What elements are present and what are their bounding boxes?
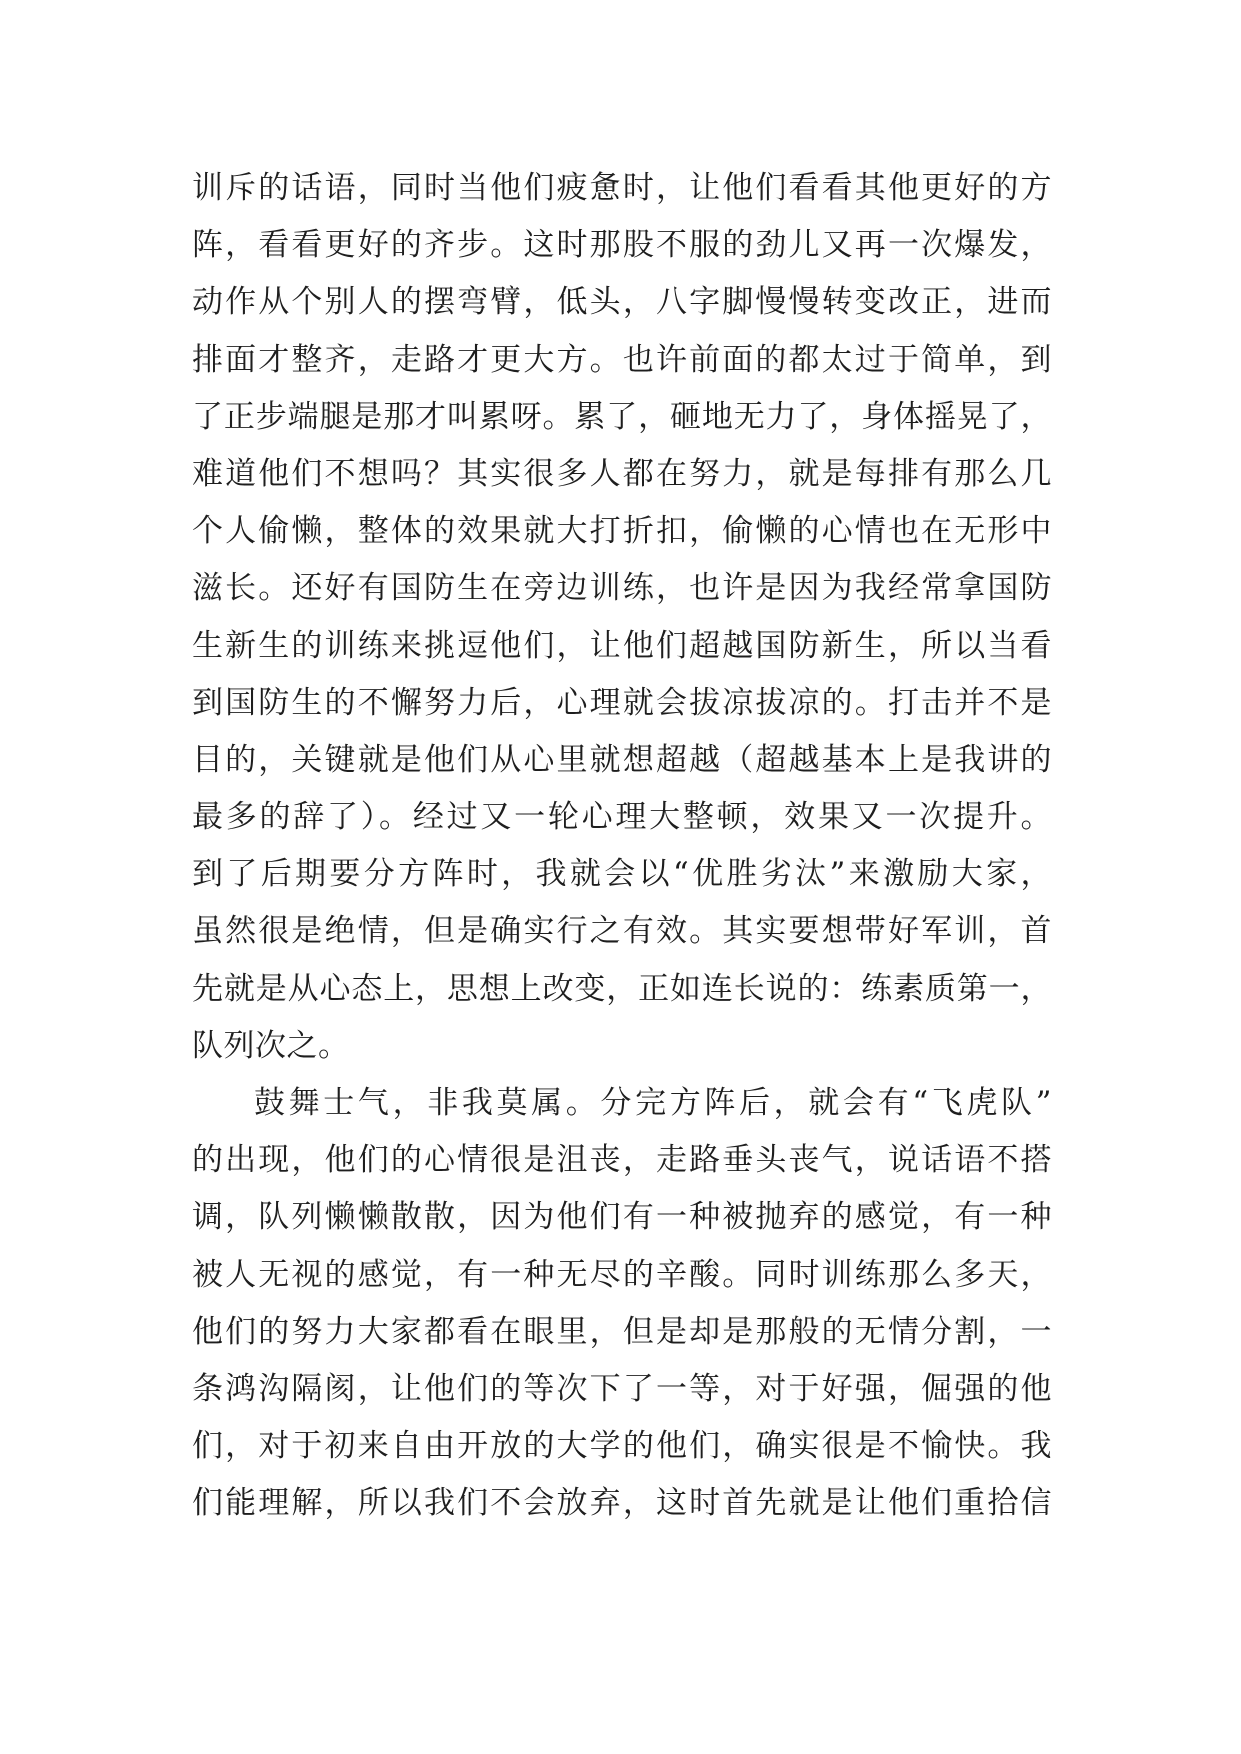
text-line: 先就是从心态上，思想上改变，正如连长说的：练素质第一， — [192, 970, 1052, 1007]
text-line: 滋长。还好有国防生在旁边训练，也许是因为我经常拿国防 — [192, 570, 1052, 607]
text-line: 目的，关键就是他们从心里就想超越（超越基本上是我讲的 — [192, 741, 1052, 778]
text-line: 动作从个别人的摆弯臂，低头，八字脚慢慢转变改正，进而 — [192, 284, 1052, 321]
text-line: 了正步端腿是那才叫累呀。累了，砸地无力了，身体摇晃了， — [192, 398, 1052, 435]
text-line: 条鸿沟隔阂，让他们的等次下了一等，对于好强，倔强的他 — [192, 1370, 1052, 1407]
text-line: 被人无视的感觉，有一种无尽的辛酸。同时训练那么多天， — [192, 1256, 1052, 1293]
paragraph-2 — [192, 1075, 1052, 1533]
text-line: 阵，看看更好的齐步。这时那股不服的劲儿又再一次爆发， — [192, 227, 1052, 264]
text-line: 最多的辞了）。经过又一轮心理大整顿，效果又一次提升。 — [192, 799, 1052, 836]
text-line: 鼓舞士气，非我莫属。分完方阵后，就会有“飞虎队” — [254, 1085, 1052, 1121]
text-line: 们能理解，所以我们不会放弃，这时首先就是让他们重拾信 — [192, 1485, 1052, 1522]
text-line: 难道他们不想吗？其实很多人都在努力，就是每排有那么几 — [192, 455, 1052, 492]
text-line: 虽然很是绝情，但是确实行之有效。其实要想带好军训，首 — [192, 913, 1052, 950]
text-line: 他们的努力大家都看在眼里，但是却是那般的无情分割，一 — [192, 1313, 1052, 1350]
document-body — [192, 160, 1052, 1533]
text-line: 们，对于初来自由开放的大学的他们，确实很是不愉快。我 — [192, 1428, 1052, 1465]
paragraph-1 — [192, 160, 1052, 1075]
text-line: 训斥的话语，同时当他们疲惫时，让他们看看其他更好的方 — [192, 170, 1052, 206]
text-line: 生新生的训练来挑逗他们，让他们超越国防新生，所以当看 — [192, 627, 1052, 664]
text-line: 排面才整齐，走路才更大方。也许前面的都太过于简单，到 — [192, 341, 1052, 378]
text-line: 到了后期要分方阵时，我就会以“优胜劣汰”来激励大家， — [192, 856, 1052, 893]
text-line: 调，队列懒懒散散，因为他们有一种被抛弃的感觉，有一种 — [192, 1199, 1052, 1236]
text-line: 到国防生的不懈努力后，心理就会拔凉拔凉的。打击并不是 — [192, 684, 1052, 721]
text-line: 个人偷懒，整体的效果就大打折扣，偷懒的心情也在无形中 — [192, 513, 1052, 550]
text-line: 队列次之。 — [192, 1027, 350, 1064]
text-line: 的出现，他们的心情很是沮丧，走路垂头丧气，说话语不搭 — [192, 1142, 1052, 1179]
